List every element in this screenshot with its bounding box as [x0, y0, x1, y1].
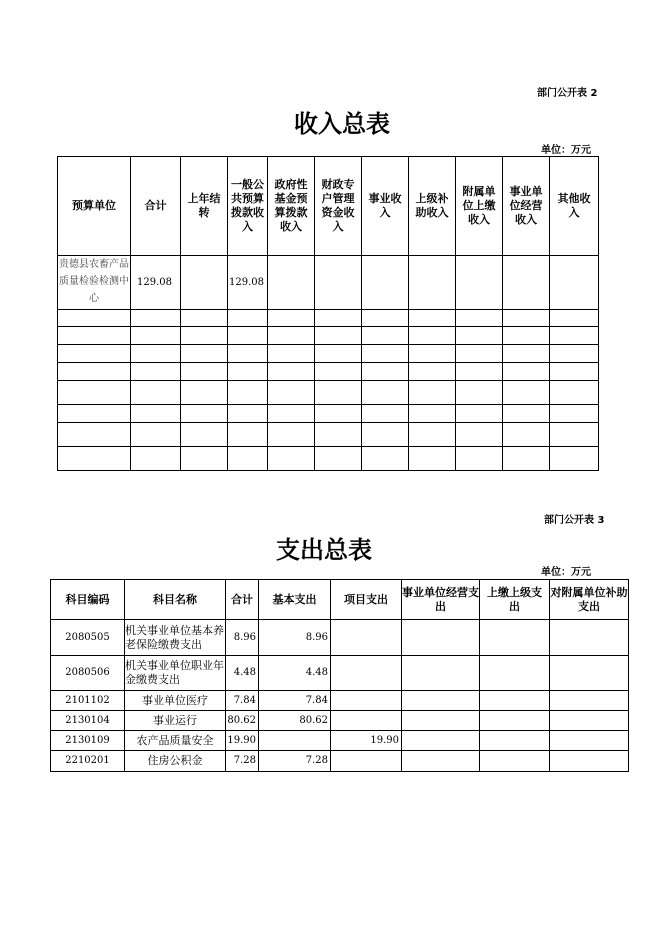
income-header: 合计	[131, 157, 181, 256]
empty-row	[58, 447, 599, 471]
cell	[402, 751, 480, 772]
project-cell	[331, 711, 402, 731]
cell	[550, 731, 629, 751]
empty-row	[58, 327, 599, 345]
income-header: 附属单位上缴收入	[456, 157, 503, 256]
income-title: 收入总表	[294, 110, 390, 138]
expense-header: 合计	[226, 580, 259, 620]
name-cell: 事业运行	[125, 711, 226, 731]
expense-header: 上缴上级支出	[480, 580, 550, 620]
income-header: 财政专户管理资金收入	[315, 157, 362, 256]
income-header: 一般公共预算拨款收入	[228, 157, 268, 256]
expense-header: 科目编码	[51, 580, 125, 620]
expense-header: 对附属单位补助支出	[550, 580, 629, 620]
total-cell: 129.08	[131, 256, 181, 310]
table-row	[58, 256, 599, 310]
name-cell: 住房公积金	[125, 751, 226, 772]
cell	[402, 656, 480, 691]
table-row	[51, 691, 629, 711]
cell	[480, 656, 550, 691]
income-header-row	[58, 157, 599, 256]
income-header: 事业单位经营收入	[503, 157, 550, 256]
cell	[480, 751, 550, 772]
cell	[409, 256, 456, 310]
project-cell	[331, 620, 402, 656]
empty-row	[58, 423, 599, 447]
income-header: 政府性基金预算拨款收入	[268, 157, 315, 256]
expense-header: 项目支出	[331, 580, 402, 620]
name-cell: 机关事业单位职业年金缴费支出	[125, 656, 226, 691]
income-header: 其他收入	[550, 157, 599, 256]
carryover-cell	[181, 256, 228, 310]
code-cell: 2080506	[51, 656, 125, 691]
code-cell: 2210201	[51, 751, 125, 772]
cell	[480, 691, 550, 711]
cell	[550, 711, 629, 731]
project-cell: 19.90	[331, 731, 402, 751]
name-cell: 事业单位医疗	[125, 691, 226, 711]
basic-cell	[259, 731, 331, 751]
expense-table	[50, 579, 629, 772]
cell	[402, 711, 480, 731]
empty-row	[58, 345, 599, 363]
income-header: 上级补助收入	[409, 157, 456, 256]
table-row	[51, 656, 629, 691]
cell	[550, 620, 629, 656]
cell	[456, 256, 503, 310]
total-cell: 19.90	[226, 731, 259, 751]
total-cell: 7.84	[226, 691, 259, 711]
total-cell: 80.62	[226, 711, 259, 731]
cell	[315, 256, 362, 310]
expense-title: 支出总表	[276, 536, 372, 564]
basic-cell: 7.84	[259, 691, 331, 711]
cell	[503, 256, 550, 310]
code-cell: 2101102	[51, 691, 125, 711]
code-cell: 2130104	[51, 711, 125, 731]
expense-unit: 单位：万元	[541, 567, 591, 578]
cell	[480, 731, 550, 751]
expense-table-tag: 部门公开表 3	[544, 515, 605, 526]
total-cell: 7.28	[226, 751, 259, 772]
budget-unit-cell: 贵德县农畜产品质量检验检测中心	[58, 256, 131, 310]
cell	[550, 751, 629, 772]
cell	[550, 656, 629, 691]
project-cell	[331, 691, 402, 711]
cell	[402, 620, 480, 656]
empty-row	[58, 405, 599, 423]
total-cell: 4.48	[226, 656, 259, 691]
expense-header-row	[51, 580, 629, 620]
income-table-tag: 部门公开表 2	[537, 88, 598, 99]
table-row	[51, 731, 629, 751]
cell	[480, 620, 550, 656]
basic-cell: 7.28	[259, 751, 331, 772]
expense-header: 基本支出	[259, 580, 331, 620]
expense-header: 科目名称	[125, 580, 226, 620]
cell	[402, 691, 480, 711]
empty-row	[58, 381, 599, 405]
basic-cell: 80.62	[259, 711, 331, 731]
total-cell: 8.96	[226, 620, 259, 656]
name-cell: 机关事业单位基本养老保险缴费支出	[125, 620, 226, 656]
table-row	[51, 751, 629, 772]
name-cell: 农产品质量安全	[125, 731, 226, 751]
cell	[550, 691, 629, 711]
empty-row	[58, 363, 599, 381]
cell	[550, 256, 599, 310]
project-cell	[331, 751, 402, 772]
basic-cell: 4.48	[259, 656, 331, 691]
table-row	[51, 620, 629, 656]
empty-row	[58, 310, 599, 327]
income-table	[57, 156, 599, 471]
code-cell: 2080505	[51, 620, 125, 656]
cell	[268, 256, 315, 310]
expense-header: 事业单位经营支出	[402, 580, 480, 620]
general-budget-cell: 129.08	[228, 256, 268, 310]
cell	[362, 256, 409, 310]
income-header: 预算单位	[58, 157, 131, 256]
basic-cell: 8.96	[259, 620, 331, 656]
cell	[402, 731, 480, 751]
code-cell: 2130109	[51, 731, 125, 751]
project-cell	[331, 656, 402, 691]
income-header: 上年结转	[181, 157, 228, 256]
cell	[480, 711, 550, 731]
table-row	[51, 711, 629, 731]
income-header: 事业收入	[362, 157, 409, 256]
income-unit: 单位：万元	[541, 145, 591, 156]
